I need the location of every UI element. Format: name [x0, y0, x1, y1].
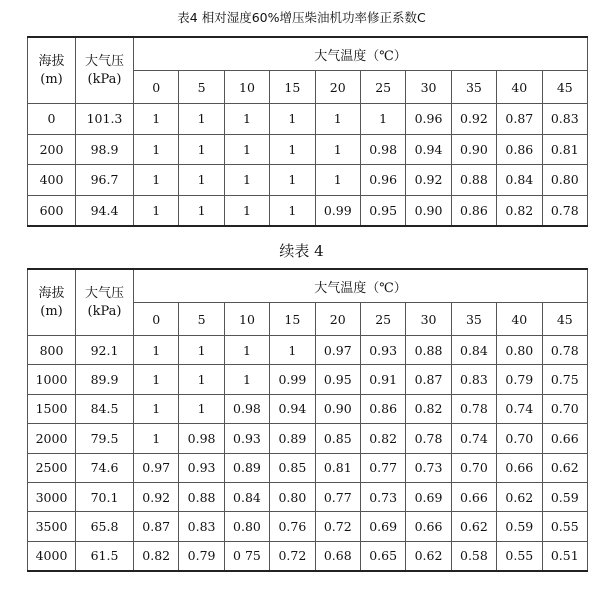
coefficient-cell: 0.83 — [179, 512, 224, 541]
coefficient-cell: 0.78 — [406, 424, 451, 453]
temperature-col-header: 5 — [179, 303, 224, 336]
coefficient-cell: 1 — [134, 365, 179, 394]
pressure-cell: 84.5 — [76, 394, 134, 423]
coefficient-cell: 0.93 — [224, 424, 269, 453]
coefficient-cell: 0.79 — [497, 365, 542, 394]
coefficient-cell: 0.66 — [497, 453, 542, 482]
temperature-col-header: 40 — [497, 303, 542, 336]
coefficient-cell: 0.88 — [451, 165, 496, 196]
coefficient-cell: 0.88 — [406, 336, 451, 365]
table-row — [28, 365, 588, 394]
temperature-col-header: 20 — [315, 71, 360, 104]
coefficient-cell: 0.83 — [542, 104, 588, 135]
table-row — [28, 336, 588, 365]
coefficient-cell: 1 — [224, 336, 269, 365]
temperature-col-header: 40 — [497, 71, 542, 104]
coefficient-cell: 0.86 — [497, 134, 542, 165]
coefficient-cell: 1 — [224, 365, 269, 394]
coefficient-cell: 0.92 — [134, 482, 179, 511]
coefficient-cell: 0.89 — [224, 453, 269, 482]
coefficient-cell: 0.62 — [497, 482, 542, 511]
coefficient-cell: 0.66 — [406, 512, 451, 541]
table1-title: 表4 相对湿度60%增压柴油机功率修正系数C — [177, 10, 426, 25]
temperature-col-header: 30 — [406, 303, 451, 336]
coefficient-cell: 0.62 — [406, 541, 451, 571]
coefficient-cell: 1 — [270, 134, 315, 165]
coefficient-cell: 0.62 — [542, 453, 588, 482]
altitude-label: 海拔 — [38, 285, 65, 301]
altitude-cell: 4000 — [28, 541, 76, 571]
pressure-label: 大气压 — [84, 285, 124, 301]
coefficient-cell: 1 — [315, 104, 360, 135]
pressure-cell: 96.7 — [76, 165, 134, 196]
coefficient-cell: 0.59 — [497, 512, 542, 541]
altitude-header — [28, 269, 76, 336]
altitude-header — [28, 37, 76, 104]
coefficient-cell: 1 — [134, 165, 179, 196]
coefficient-cell: 1 — [179, 134, 224, 165]
altitude-cell: 600 — [28, 195, 76, 226]
temperature-col-header: 35 — [451, 71, 496, 104]
coefficient-cell: 1 — [224, 195, 269, 226]
pressure-unit: (kPa) — [87, 71, 122, 87]
coefficient-cell: 0.86 — [451, 195, 496, 226]
coefficient-cell: 0.70 — [497, 424, 542, 453]
coefficient-cell: 0.77 — [360, 453, 405, 482]
coefficient-cell: 0.93 — [179, 453, 224, 482]
coefficient-cell: 0.58 — [451, 541, 496, 571]
coefficient-cell: 0.94 — [270, 394, 315, 423]
pressure-cell: 101.3 — [76, 104, 134, 135]
temperature-header: 大气温度（℃） — [134, 37, 588, 71]
coefficient-cell: 0.87 — [497, 104, 542, 135]
temperature-col-header: 5 — [179, 71, 224, 104]
coefficient-cell: 1 — [134, 104, 179, 135]
pressure-cell: 94.4 — [76, 195, 134, 226]
temperature-col-header: 45 — [542, 303, 588, 336]
coefficient-cell: 0.80 — [270, 482, 315, 511]
coefficient-cell: 1 — [179, 195, 224, 226]
altitude-cell: 2500 — [28, 453, 76, 482]
coefficient-cell: 1 — [360, 104, 405, 135]
coefficient-cell: 1 — [179, 165, 224, 196]
coefficient-cell: 0.55 — [497, 541, 542, 571]
coefficient-cell: 0.98 — [360, 134, 405, 165]
coefficient-cell: 1 — [134, 134, 179, 165]
coefficient-cell: 1 — [134, 424, 179, 453]
coefficient-cell: 0.72 — [270, 541, 315, 571]
coefficient-cell: 0.92 — [406, 165, 451, 196]
coefficient-cell: 1 — [179, 336, 224, 365]
coefficient-cell: 0.84 — [451, 336, 496, 365]
pressure-cell: 61.5 — [76, 541, 134, 571]
coefficient-cell: 0.82 — [406, 394, 451, 423]
coefficient-cell: 0.69 — [406, 482, 451, 511]
table2 — [27, 268, 588, 572]
table-row — [28, 482, 588, 511]
coefficient-cell: 0.78 — [542, 195, 588, 226]
coefficient-cell: 0.72 — [315, 512, 360, 541]
pressure-cell: 89.9 — [76, 365, 134, 394]
coefficient-cell: 1 — [270, 165, 315, 196]
coefficient-cell: 1 — [224, 134, 269, 165]
temperature-col-header: 25 — [360, 71, 405, 104]
coefficient-cell: 0.90 — [315, 394, 360, 423]
coefficient-cell: 0.97 — [315, 336, 360, 365]
table-row — [28, 512, 588, 541]
coefficient-cell: 1 — [224, 104, 269, 135]
coefficient-cell: 1 — [224, 165, 269, 196]
coefficient-cell: 0.70 — [451, 453, 496, 482]
temperature-col-header: 10 — [224, 303, 269, 336]
coefficient-cell: 0.80 — [224, 512, 269, 541]
temperature-col-header: 0 — [134, 71, 179, 104]
altitude-unit: (m) — [40, 303, 63, 319]
coefficient-cell: 0.85 — [315, 424, 360, 453]
pressure-cell: 65.8 — [76, 512, 134, 541]
temperature-col-header: 45 — [542, 71, 588, 104]
temperature-header: 大气温度（℃） — [134, 269, 588, 303]
coefficient-cell: 0.73 — [406, 453, 451, 482]
coefficient-cell: 0.93 — [360, 336, 405, 365]
temperature-col-header: 10 — [224, 71, 269, 104]
coefficient-cell: 0.69 — [360, 512, 405, 541]
table2-body — [28, 336, 588, 572]
table1-body — [28, 104, 588, 227]
altitude-cell: 0 — [28, 104, 76, 135]
coefficient-cell: 0.92 — [451, 104, 496, 135]
coefficient-cell: 0.74 — [497, 394, 542, 423]
coefficient-cell: 0.80 — [542, 165, 588, 196]
coefficient-cell: 0.98 — [224, 394, 269, 423]
coefficient-cell: 1 — [179, 104, 224, 135]
altitude-cell: 3500 — [28, 512, 76, 541]
table-row — [28, 104, 588, 135]
altitude-cell: 200 — [28, 134, 76, 165]
coefficient-cell: 0.85 — [270, 453, 315, 482]
pressure-cell: 98.9 — [76, 134, 134, 165]
altitude-cell: 800 — [28, 336, 76, 365]
coefficient-cell: 0.81 — [542, 134, 588, 165]
coefficient-cell: 0.94 — [406, 134, 451, 165]
coefficient-cell: 0.70 — [542, 394, 588, 423]
coefficient-cell: 1 — [134, 195, 179, 226]
coefficient-cell: 0.95 — [360, 195, 405, 226]
coefficient-cell: 0.77 — [315, 482, 360, 511]
coefficient-cell: 0.88 — [179, 482, 224, 511]
coefficient-cell: 1 — [270, 336, 315, 365]
coefficient-cell: 0.90 — [451, 134, 496, 165]
pressure-header — [76, 269, 134, 336]
pressure-header — [76, 37, 134, 104]
coefficient-cell: 0.99 — [315, 195, 360, 226]
table-row — [28, 134, 588, 165]
coefficient-cell: 1 — [270, 195, 315, 226]
table-row — [28, 541, 588, 571]
coefficient-cell: 1 — [270, 104, 315, 135]
coefficient-cell: 1 — [179, 365, 224, 394]
altitude-cell: 2000 — [28, 424, 76, 453]
coefficient-cell: 0.90 — [406, 195, 451, 226]
coefficient-cell: 0.66 — [542, 424, 588, 453]
temperature-col-header: 0 — [134, 303, 179, 336]
coefficient-cell: 0.81 — [315, 453, 360, 482]
table-row — [28, 453, 588, 482]
coefficient-cell: 0.65 — [360, 541, 405, 571]
table-row — [28, 394, 588, 423]
pressure-cell: 79.5 — [76, 424, 134, 453]
coefficient-cell: 1 — [134, 336, 179, 365]
temperature-col-header: 15 — [270, 303, 315, 336]
coefficient-cell: 0.75 — [542, 365, 588, 394]
coefficient-cell: 0.80 — [497, 336, 542, 365]
coefficient-cell: 0.86 — [360, 394, 405, 423]
coefficient-cell: 0.66 — [451, 482, 496, 511]
coefficient-cell: 0.95 — [315, 365, 360, 394]
coefficient-cell: 0.83 — [451, 365, 496, 394]
altitude-cell: 1500 — [28, 394, 76, 423]
coefficient-cell: 0.51 — [542, 541, 588, 571]
coefficient-cell: 0.84 — [224, 482, 269, 511]
temperature-col-header: 30 — [406, 71, 451, 104]
coefficient-cell: 0.82 — [497, 195, 542, 226]
pressure-cell: 74.6 — [76, 453, 134, 482]
coefficient-cell: 0.84 — [497, 165, 542, 196]
altitude-cell: 400 — [28, 165, 76, 196]
coefficient-cell: 1 — [315, 134, 360, 165]
coefficient-cell: 0.73 — [360, 482, 405, 511]
pressure-cell: 92.1 — [76, 336, 134, 365]
coefficient-cell: 0.78 — [451, 394, 496, 423]
pressure-unit: (kPa) — [87, 303, 122, 319]
table-row — [28, 195, 588, 226]
altitude-cell: 1000 — [28, 365, 76, 394]
table1 — [27, 36, 588, 227]
coefficient-cell: 0.89 — [270, 424, 315, 453]
coefficient-cell: 0.87 — [134, 512, 179, 541]
table-row — [28, 424, 588, 453]
coefficient-cell: 0.62 — [451, 512, 496, 541]
coefficient-cell: 0.55 — [542, 512, 588, 541]
coefficient-cell: 0.98 — [179, 424, 224, 453]
temperature-col-header: 35 — [451, 303, 496, 336]
pressure-label: 大气压 — [84, 53, 124, 69]
coefficient-cell: 0.99 — [270, 365, 315, 394]
coefficient-cell: 0.79 — [179, 541, 224, 571]
coefficient-cell: 0.74 — [451, 424, 496, 453]
coefficient-cell: 1 — [315, 165, 360, 196]
pressure-cell: 70.1 — [76, 482, 134, 511]
coefficient-cell: 1 — [134, 394, 179, 423]
coefficient-cell: 0 75 — [224, 541, 269, 571]
coefficient-cell: 0.97 — [134, 453, 179, 482]
coefficient-cell: 0.78 — [542, 336, 588, 365]
altitude-unit: (m) — [40, 71, 63, 87]
coefficient-cell: 0.59 — [542, 482, 588, 511]
coefficient-cell: 0.96 — [360, 165, 405, 196]
coefficient-cell: 0.91 — [360, 365, 405, 394]
coefficient-cell: 0.96 — [406, 104, 451, 135]
table-row — [28, 165, 588, 196]
coefficient-cell: 1 — [179, 394, 224, 423]
temperature-col-header: 25 — [360, 303, 405, 336]
coefficient-cell: 0.87 — [406, 365, 451, 394]
coefficient-cell: 0.76 — [270, 512, 315, 541]
altitude-label: 海拔 — [38, 53, 65, 69]
altitude-cell: 3000 — [28, 482, 76, 511]
coefficient-cell: 0.82 — [360, 424, 405, 453]
temperature-col-header: 20 — [315, 303, 360, 336]
temperature-col-header: 15 — [270, 71, 315, 104]
table2-title: 续表 4 — [279, 242, 324, 260]
coefficient-cell: 0.68 — [315, 541, 360, 571]
coefficient-cell: 0.82 — [134, 541, 179, 571]
